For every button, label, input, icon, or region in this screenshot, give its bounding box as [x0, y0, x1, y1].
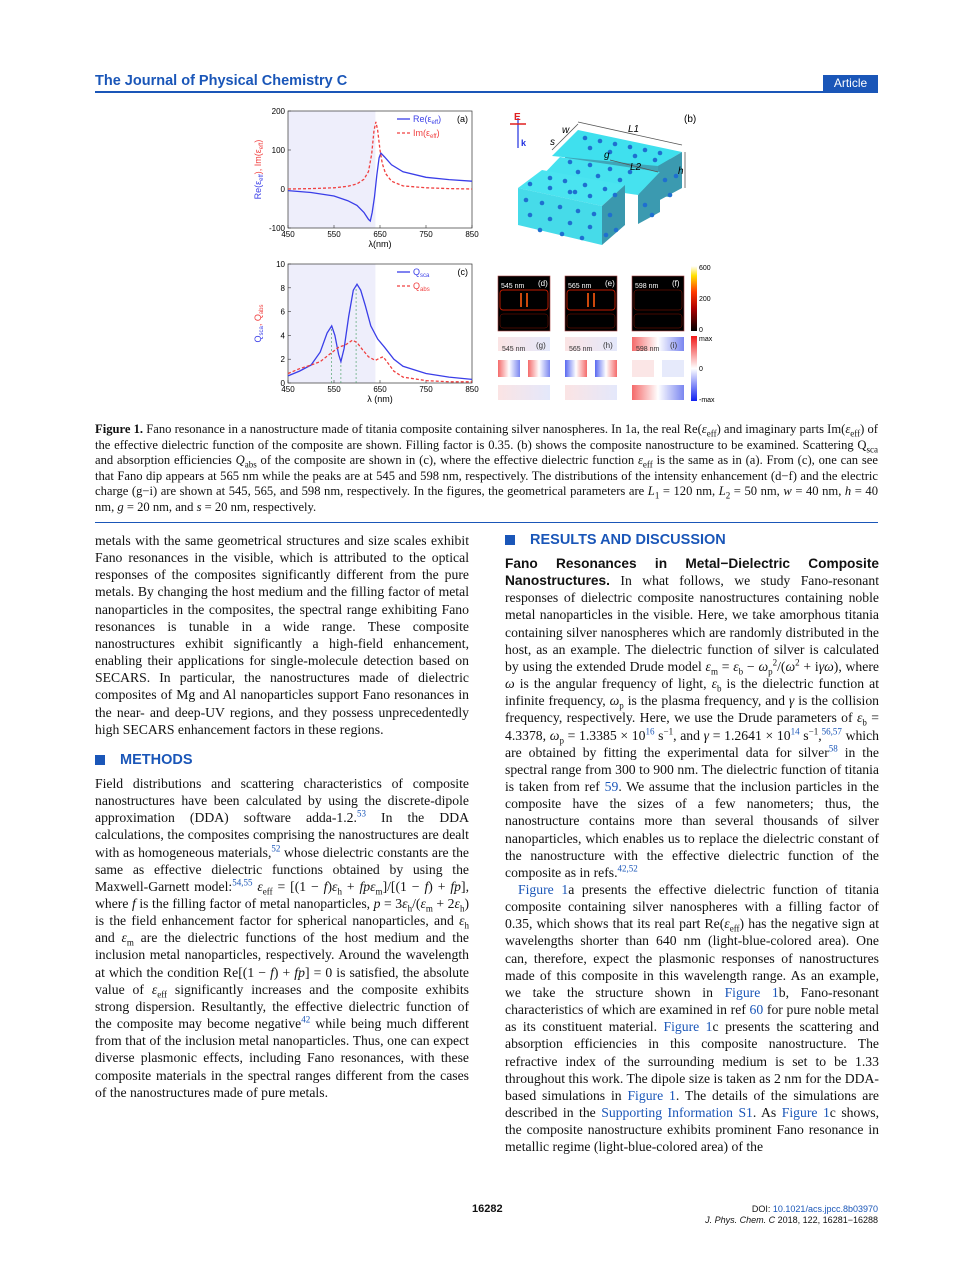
reference-link[interactable]: Supporting Information — [601, 1105, 733, 1120]
subscript: p — [619, 700, 624, 711]
panel-label: (a) — [457, 114, 468, 124]
nanoparticle-dot — [668, 193, 673, 198]
map-panel-label: (d) — [538, 279, 548, 288]
nanoparticle-dot — [588, 163, 593, 168]
figure-1-panels-b-i — [490, 100, 730, 410]
nanoparticle-dot — [604, 233, 609, 238]
nanoparticle-dot — [524, 198, 529, 203]
reference-link[interactable]: Figure 1 — [627, 1087, 676, 1103]
reference-link[interactable]: Figure 1 — [781, 1105, 830, 1120]
reference-link[interactable]: Figure 1 — [663, 1019, 713, 1035]
intensity-map — [632, 276, 684, 331]
subscript: eff — [729, 924, 740, 935]
right-column — [505, 532, 879, 1155]
math-symbol: fp — [294, 964, 305, 980]
x-axis-label: λ (nm) — [367, 394, 393, 404]
citation-superscript[interactable]: 16 — [645, 726, 655, 736]
doi-label: DOI: — [751, 1204, 773, 1214]
charge-region — [662, 360, 684, 377]
y-tick-label: 2 — [280, 355, 285, 365]
figure-1-plots-a-c — [240, 100, 490, 410]
nanoparticle-dot — [568, 160, 573, 165]
caption-rule — [95, 522, 878, 523]
y-tick-label: 200 — [271, 107, 285, 116]
x-tick-label: 650 — [373, 385, 387, 394]
math-symbol: ε — [257, 878, 263, 894]
reference-link[interactable]: Figure 1 — [724, 984, 779, 1000]
citation-superscript[interactable]: 52 — [271, 842, 281, 853]
citation-superscript[interactable]: 14 — [790, 726, 800, 736]
math-symbol: w — [783, 484, 792, 498]
math-symbol: g — [117, 499, 124, 514]
colorbar-tick: 0 — [699, 366, 703, 373]
chart-panel-c — [253, 260, 479, 404]
math-symbol: ε — [459, 913, 465, 929]
y-tick-label: 100 — [271, 146, 285, 155]
nanoparticle-dot — [598, 139, 603, 144]
nanoparticle-dot — [540, 201, 545, 206]
charge-region — [565, 360, 587, 377]
page-number: 16282 — [472, 1203, 503, 1215]
x-tick-label: 450 — [281, 230, 295, 239]
nanoparticle-dot — [588, 146, 593, 151]
math-symbol: γω — [818, 658, 834, 674]
reference-link[interactable]: S1 — [738, 1105, 753, 1120]
nanoparticle-dot — [568, 221, 573, 226]
nanoparticle-dot — [580, 236, 585, 241]
nanoparticle-dot — [596, 174, 601, 179]
map-panel-label: (i) — [670, 341, 678, 350]
dim-w: w — [562, 125, 570, 136]
math-symbol: ε — [711, 676, 717, 692]
charge-region — [498, 360, 520, 377]
nanoparticle-dot — [614, 228, 619, 233]
x-tick-label: 850 — [465, 385, 479, 394]
math-symbol: ω — [785, 658, 796, 674]
x-tick-label: 550 — [327, 385, 341, 394]
y-axis-label: $Q_{sca}$, $Q_{abs}$ — [253, 304, 265, 343]
panel-label: (c) — [457, 267, 468, 277]
map-panel-label: (e) — [605, 279, 615, 288]
nanoparticle-dot — [583, 136, 588, 141]
math-symbol: L — [718, 484, 726, 498]
run-in-heading: Figure 1. — [95, 422, 144, 436]
subscript: h — [464, 920, 469, 931]
map-panel-label: (h) — [603, 341, 613, 350]
subscript: eff — [706, 428, 717, 439]
nanoparticle-dot — [643, 148, 648, 153]
nanoparticle-dot — [643, 203, 648, 208]
nanoparticle-dot — [573, 190, 578, 195]
footer-citation — [705, 1204, 878, 1226]
header-rule — [95, 91, 878, 93]
x-tick-label: 850 — [465, 230, 479, 239]
subscript: h — [337, 886, 342, 897]
results-paragraph-1: Fano Resonances in Metal−Dielectric Composite Nanostructures. In what follows, we study Fano-resonant responses of dielectric composite nanostructures containing noble metal nanoparticles in the visible. Here, we take amorphous titania containing silver nanospheres which are randomly distributed in the host, as an example. The dielectric function of silver is calculated by using the extended Drude model $\varepsilon_m = \varepsilon_b - \omega_p^2/(\omega^2 + i\gamma\omega)$, where ω is the angular frequency of light, $\varepsilon_b$ is the dielectric function at infinite frequency, $\omega_p$ is the plasma frequency, and γ is the collision frequency, respectively. Here, we use the Drude parameters of $\varepsilon_b = 4.3378$, $\omega_p = 1.3385 \times 10^{16}$ $s^{-1}$, and $\gamma = 1.2641 \times 10^{14}$ $s^{-1},^{56,57}$ which are obtained by fitting the experimental data for silver$^{58}$ in the spectral range from 300 to 900 nm. The dielectric function of titania is taken from ref 59. We assume that the inclusion particles in the composite have the sizes of a few nanometers; thus, the nanostructure contains more than several thousands of silver nanoparticles, which enables us to replace the dielectric constant of the nanostructure with the effective dielectric function of the composite as in refs.$^{42,52}$ — [505, 556, 880, 880]
subscript: sca — [866, 444, 878, 455]
math-symbol: ε — [637, 453, 643, 467]
math-symbol: ε — [856, 710, 863, 726]
nanoparticle-dot — [548, 217, 553, 222]
math-symbol: ε — [454, 895, 460, 911]
colorbar-tick: 0 — [699, 327, 703, 334]
math-symbol: γ — [788, 693, 795, 709]
nanoparticle-dot — [548, 176, 553, 181]
nanoparticle-dot — [576, 209, 581, 214]
y-tick-label: 6 — [280, 307, 285, 317]
nanoparticle-dot — [576, 170, 581, 175]
y-tick-label: 10 — [276, 260, 285, 269]
nanostructure-3d-diagram — [510, 112, 696, 245]
nanoparticle-dot — [663, 178, 668, 183]
run-in-heading: Fano Resonances in Metal−Dielectric Composite Nanostructures. — [505, 556, 879, 589]
citation-superscript[interactable]: 42,52 — [617, 863, 638, 874]
panel-label-b: (b) — [684, 114, 697, 125]
citation-superscript[interactable]: 53 — [356, 808, 366, 819]
dim-g: g — [604, 150, 610, 161]
y-tick-label: 0 — [280, 185, 285, 194]
map-panel-label: (f) — [672, 279, 680, 288]
x-tick-label: 450 — [281, 385, 295, 394]
math-symbol: ε — [420, 895, 426, 911]
intro-paragraph: metals with the same geometrical structures and size scales exhibit Fano resonances in the visible, which is attributed to the optical responses of the composites significantly different from the pure metals. By changing the host medium and the filling factor of metal nanoparticles in the composites, the spectral range exhibiting Fano resonances is tunable in a wide range. These composite nanostructures exhibit significantly a high-field enhancement, enabling their applications for single-molecule detection based on SECARS. In particular, the nanostructures made of dielectric composites of Mg and Al nanoparticles support Fano resonances in the near- and deep-UV regions, and they possess unprecedentedly high SECARS enhancement factors in these regions. — [95, 533, 469, 737]
subscript: m — [375, 886, 383, 897]
map-wavelength: 545 nm — [502, 346, 526, 353]
legend-entry: $Im(\varepsilon_{eff})$ — [413, 128, 440, 140]
results-heading — [505, 532, 879, 548]
charge-region — [498, 385, 550, 400]
nanoparticle-dot — [618, 178, 623, 183]
nanoparticle-dot — [583, 183, 588, 188]
charge-map — [498, 337, 550, 400]
dim-L1: L1 — [628, 124, 640, 135]
subscript: eff — [262, 886, 273, 897]
colorbar-tick: -max — [699, 397, 715, 404]
section-bullet-icon — [505, 535, 515, 545]
nanoparticle-dot — [628, 145, 633, 150]
math-symbol: L — [647, 484, 655, 498]
map-wavelength: 565 nm — [569, 346, 593, 353]
dim-L2: L2 — [630, 162, 642, 173]
doi-link[interactable]: 10.1021/acs.jpcc.8b03970 — [772, 1204, 878, 1214]
x-axis-label: λ(nm) — [368, 239, 392, 249]
nanoparticle-dot — [658, 151, 663, 156]
nanoparticle-dot — [528, 213, 533, 218]
subscript: p — [768, 666, 773, 677]
nanoparticle-dot — [528, 182, 533, 187]
math-symbol: ω — [505, 676, 515, 692]
nanoparticle-dot — [633, 154, 638, 159]
math-symbol: f — [424, 878, 429, 894]
math-symbol: ε — [332, 878, 338, 894]
charge-region — [632, 385, 684, 400]
citation-superscript[interactable]: 42 — [301, 1014, 311, 1025]
nanoparticle-dot — [613, 193, 618, 198]
dim-h: h — [678, 166, 684, 177]
nanoparticle-dot — [538, 228, 543, 233]
y-tick-label: 4 — [280, 331, 285, 341]
math-symbol: ε — [151, 981, 158, 997]
colorbar-charge — [691, 336, 715, 404]
intensity-map — [565, 276, 617, 331]
reference-link[interactable]: 59 — [604, 779, 619, 795]
nanoparticle-dot — [608, 167, 613, 172]
nanoparticle-dot — [592, 212, 597, 217]
field-maps — [498, 276, 684, 400]
map-panel-label: (g) — [536, 341, 546, 350]
colorbar-tick: 600 — [699, 265, 711, 272]
e-field-label: E — [514, 112, 521, 123]
math-symbol: ω — [549, 727, 560, 743]
k-vector-label: k — [521, 138, 527, 148]
math-symbol: ε — [705, 658, 711, 674]
figure-caption: Figure 1. Fano resonance in a nanostructure made of titania composite containing silver nanospheres. In 1a, the real $Re(\varepsilon_{eff})$ and imaginary parts $Im(\varepsilon_{eff})$ of the effective dielectric function of the composite are shown. Filling factor is 0.35. (b) shows the composite nanostructure to be examined. Scattering $Q_{sca}$ and absorption efficiencies $Q_{abs}$ of the composite are shown in (c), where the effective dielectric function $\varepsilon_{eff}$ is the same as in (a). From (c), one can see that Fano dip appears at 565 nm while the peaks are at 545 and 598 nm, respectively. The distributions of the intensity enhancement (d−f) and the electric charge (g−i) are shown at 545, 565, and 598 nm, respectively. In the figures, the geometrical parameters are $L_1 = 120$ nm, $L_2 = 50$ nm, w = 40 nm, h = 40 nm, g = 20 nm, and s = 20 nm, respectively. — [95, 422, 878, 514]
journal-title[interactable]: The Journal of Physical Chemistry C — [95, 73, 348, 89]
nanoparticle-dot — [608, 213, 613, 218]
charge-map — [565, 337, 617, 400]
math-symbol: fp — [450, 878, 462, 894]
map-wavelength: 598 nm — [636, 346, 660, 353]
math-symbol: ε — [121, 930, 127, 946]
colorbar-tick: 200 — [699, 296, 711, 303]
charge-region — [595, 360, 617, 377]
map-wavelength: 598 nm — [635, 283, 659, 290]
citation-details: 2018, 122, 16281−16288 — [775, 1215, 878, 1225]
legend-entry: $Q_{abs}$ — [413, 281, 430, 293]
math-symbol: s — [196, 499, 202, 514]
subscript: m — [425, 903, 433, 914]
citation-superscript[interactable]: 58 — [828, 743, 838, 754]
nanoparticle-dot — [558, 205, 563, 210]
nanoparticle-dot — [560, 232, 565, 237]
math-symbol: ε — [402, 895, 408, 911]
subscript: eff — [850, 428, 861, 439]
subscript: 1 — [654, 490, 660, 501]
math-symbol: f — [270, 964, 274, 980]
math-symbol: γ — [703, 727, 710, 743]
subscript: m — [710, 666, 718, 677]
superscript: 2 — [772, 657, 778, 668]
nanoparticle-dot — [588, 194, 593, 199]
math-symbol: f — [132, 895, 136, 911]
charge-region — [528, 360, 550, 377]
article-type-badge: Article — [823, 75, 878, 91]
subscript: eff — [157, 989, 168, 1000]
math-symbol: f — [323, 878, 328, 894]
map-wavelength: 545 nm — [501, 283, 525, 290]
subscript: b — [716, 683, 722, 694]
methods-heading-text: METHODS — [120, 751, 193, 768]
reference-link[interactable]: 60 — [749, 1002, 764, 1018]
nanoparticle-dot — [603, 187, 608, 192]
x-tick-label: 650 — [373, 230, 387, 239]
math-symbol: ε — [701, 422, 707, 436]
subscript: m — [126, 938, 134, 949]
math-symbol: fpε — [359, 878, 376, 894]
nanoparticle-dot — [653, 158, 658, 163]
citation-superscript[interactable]: 54,55 — [232, 877, 253, 888]
y-axis-label: $Re(\varepsilon_{eff})$, $Im(\varepsilon_{eff})$ — [253, 139, 265, 200]
y-tick-label: 0 — [280, 379, 285, 388]
superscript: 2 — [795, 657, 800, 668]
reference-link[interactable]: Figure 1 — [518, 881, 569, 897]
math-symbol: ω — [609, 693, 620, 709]
subscript: abs — [244, 459, 257, 470]
methods-paragraph: Field distributions and scattering characteristics of composite nanostructures have been calculated by using the discrete-dipole approximation (DDA) software adda-1.2.53 In the DDA calculations, the composites comprising the nanostructures are dealt with as homogeneous materials,$^{52}$ whose dielectric constants are the same as effective dielectric functions obtained by using the Maxwell-Garnett model:$^{54,55}$ $\varepsilon_{eff} = [(1 - f)\varepsilon_h + fp\varepsilon_m]/[(1 - f) + fp]$, where f is the filling factor of metal nanoparticles, $p = 3\varepsilon_h/(\varepsilon_m + 2\varepsilon_h)$ is the field enhancement factor for spherical nanoparticles, and $\varepsilon_h$ and $\varepsilon_m$ are the dielectric functions of the host medium and the inclusion metal nanoparticles, respectively. Around the wavelength at which the condition Re[(1 − f) + fp] = 0 is satisfied, the absolute value of $\varepsilon_{eff}$ significantly increases and the composite exhibits strong dispersion. Resultantly, the effective dielectric function of the composite may become negative$^{42}$ while being much different from that of the inclusion metal nanoparticles. Thus, one can expect diverse plasmonic effects, including Fano resonances, with these composite materials in the spectral ranges different from the cases of the nanostructures made of pure metals. — [95, 775, 470, 1100]
subscript: p — [559, 735, 564, 746]
nanoparticle-dot — [650, 213, 655, 218]
colorbar-tick: max — [699, 336, 713, 343]
legend-entry: $Re(\varepsilon_{eff})$ — [413, 114, 442, 126]
results-heading-text: RESULTS AND DISCUSSION — [530, 532, 726, 548]
subscript: 2 — [725, 490, 731, 501]
x-tick-label: 750 — [419, 385, 433, 394]
math-symbol: Q — [235, 453, 245, 467]
intensity-map — [498, 276, 550, 331]
citation-superscript[interactable]: 56,57 — [821, 726, 842, 736]
chart-panel-a — [253, 107, 479, 249]
math-symbol: ε — [845, 422, 851, 436]
citation-journal: J. Phys. Chem. C — [705, 1215, 776, 1225]
subscript: b — [862, 718, 867, 729]
section-bullet-icon — [95, 755, 105, 765]
x-tick-label: 750 — [419, 230, 433, 239]
charge-map — [632, 337, 684, 400]
left-column — [95, 532, 469, 1101]
nanoparticle-dot — [568, 190, 573, 195]
methods-heading — [95, 752, 469, 768]
subscript: b — [738, 666, 744, 677]
y-tick-label: -100 — [268, 224, 285, 233]
dim-s: s — [550, 137, 555, 148]
math-symbol: ε — [733, 658, 739, 674]
math-symbol: ε — [724, 916, 730, 932]
subscript: h — [407, 903, 413, 914]
superscript: −1 — [663, 726, 674, 736]
subscript: h — [459, 903, 465, 914]
nanoparticle-dot — [548, 186, 553, 191]
math-symbol: h — [844, 484, 852, 498]
nanoparticle-dot — [613, 142, 618, 147]
results-paragraph-2: Figure 1a presents the effective dielectric function of titania composite containing silver nanospheres with a filling factor of 0.35, which shows that its real part $Re(\varepsilon_{eff})$ has the negative sign at wavelengths shorter than 640 nm (light-blue-colored area). One can, therefore, expect the plasmonic responses of nanostructures made of this composite in this wavelength range. As an example, we take the structure shown in Figure 1b, Fano-resonant characteristics of which are examined in ref 60 for pure noble metal as its constituent material. Figure 1c presents the scattering and absorption efficiencies in this composite nanostructure. The refractive index of the surrounding medium is set to be 1.33 throughout this work. The dipole size is taken as 2 nm for the DDA-based simulations in Figure 1. The details of the simulations are described in the Supporting Information S1. As Figure 1c shows, the composite nanostructure exhibits prominent Fano resonance in metallic regime (light-blue-colored area) of the — [505, 881, 879, 1155]
nanoparticle-dot — [563, 179, 568, 184]
nanoparticle-dot — [588, 225, 593, 230]
charge-region — [565, 385, 617, 400]
subscript: eff — [642, 459, 653, 470]
y-tick-label: 8 — [280, 283, 285, 293]
legend-entry: $Q_{sca}$ — [413, 267, 430, 279]
charge-region — [632, 360, 654, 377]
math-symbol: p — [373, 895, 381, 911]
colorbar-intensity — [691, 265, 711, 334]
x-tick-label: 550 — [327, 230, 341, 239]
superscript: −1 — [808, 726, 819, 736]
map-wavelength: 565 nm — [568, 283, 592, 290]
math-symbol: ω — [758, 658, 769, 674]
